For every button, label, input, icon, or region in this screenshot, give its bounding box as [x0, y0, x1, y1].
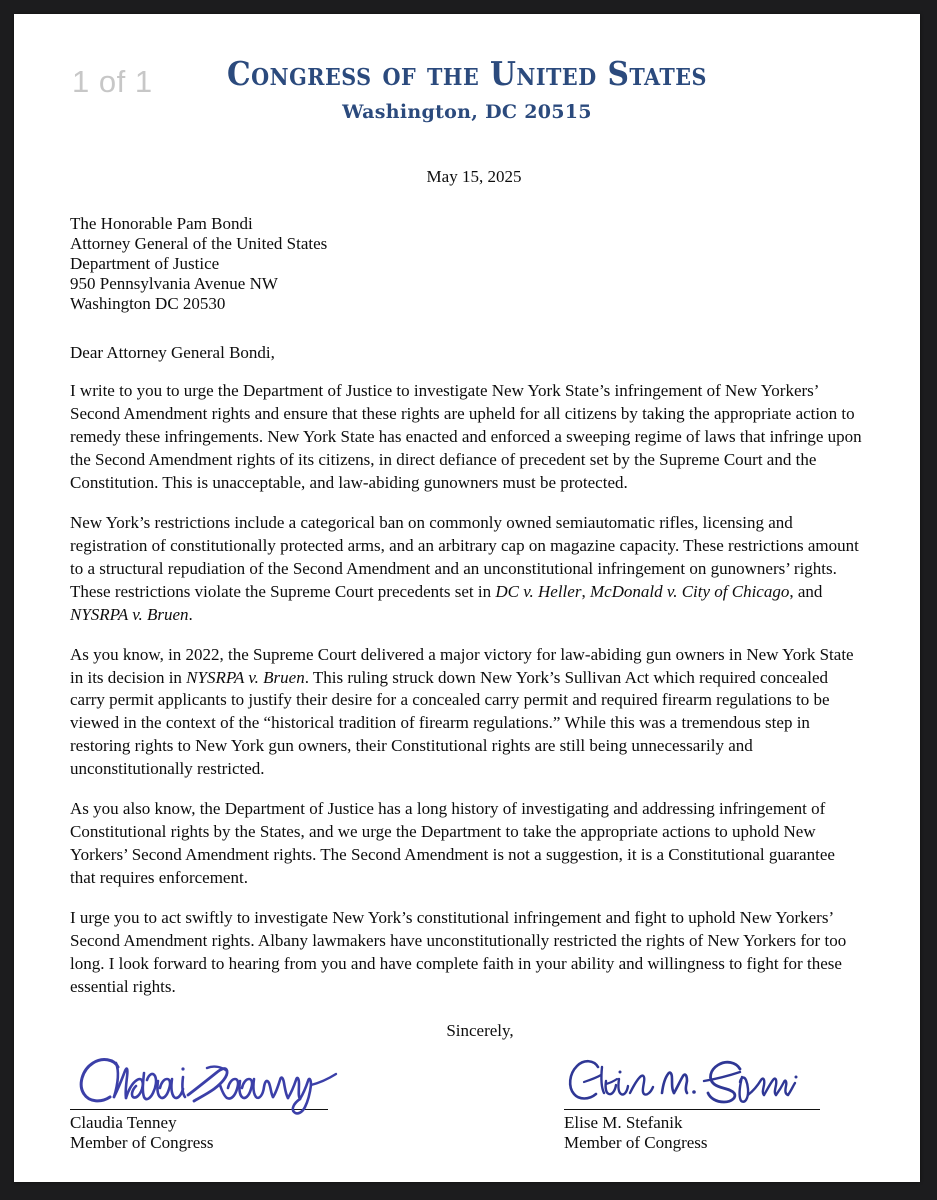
document-page — [14, 14, 920, 1182]
recipient-address-block — [70, 214, 864, 314]
signature-block-tenney — [70, 1055, 400, 1154]
citation-period: . — [188, 604, 193, 624]
salutation: Dear Attorney General Bondi, — [70, 343, 275, 363]
recipient-line: Department of Justice — [70, 254, 220, 274]
page-indicator: 1 of 1 — [72, 64, 153, 99]
letterhead-subtitle: Washington, DC 20515 — [342, 100, 592, 123]
citation-sep-and: , and — [789, 581, 823, 601]
paragraph-4: As you also know, the Department of Justice has a long history of investigating and addressing infringement of Constitutional rights by the States, and we urge the Department to take the appropriate actions to uphold New Yorkers’ Second Amendment rights. The Second Amendment is not a suggestion, it is a Constitutional guarantee that requires enforcement. — [70, 799, 835, 888]
paragraph-2-text: New York’s restrictions include a categorical ban on commonly owned semiautomatic rifles, licensing and registration of constitutionally protected arms, and an arbitrary cap on magazine capacity. These restrictions amount to a structural repudiation of the Second Amendment and an unconstitutional infringement on gunowners’ rights. These restrictions violate the Supreme Court precedents set in — [70, 512, 859, 601]
recipient-line: The Honorable Pam Bondi — [70, 214, 253, 233]
signature-rule-stefanik — [564, 1109, 820, 1110]
signature-ink-stefanik — [564, 1055, 864, 1107]
letterhead-title: Congress of the United States — [227, 54, 707, 93]
paragraph-1: I write to you to urge the Department of Justice to investigate New York State’s infringement of New Yorkers’ Second Amendment rights and ensure that these rights are upheld for all citizens by taking the appropriate action to remedy these infringements. New York State has enacted and enforced a sweeping regime of laws that infringe upon the Second Amendment rights of its citizens, in direct defiance of precedent set by the Supreme Court and the Constitution. This is unacceptable, and law-abiding gunowners must be protected. — [70, 381, 862, 492]
citation-bruen-inline: NYSRPA v. Bruen — [186, 667, 305, 687]
paragraph-3-text: As you know, in 2022, the Supreme Court delivered a major victory for law-abiding gun owners in New York State in its decision in — [70, 644, 854, 687]
recipient-line: 950 Pennsylvania Avenue NW — [70, 274, 278, 294]
letter-body — [70, 154, 864, 1154]
paragraph-3 — [70, 644, 864, 782]
signature-row — [70, 1055, 864, 1154]
recipient-line: Attorney General of the United States — [70, 234, 328, 254]
citation-bruen: NYSRPA v. Bruen — [70, 604, 189, 624]
citation-heller: DC v. Heller — [495, 581, 582, 601]
signatory-title-tenney: Member of Congress — [70, 1133, 214, 1153]
signatory-name-tenney: Claudia Tenney — [70, 1112, 177, 1132]
paragraph-5: I urge you to act swiftly to investigate New York’s constitutional infringement and fight to uphold New Yorkers’ Second Amendment rights. Albany lawmakers have unconstitutionally restricted the rights of New Yorkers for too long. I look forward to hearing from you and have complete faith in your ability and willingness to fight for these essential rights. — [70, 907, 847, 996]
letter-date-text: May 15, 2025 — [426, 167, 522, 186]
paragraph-3-continued: . This ruling struck down New York’s Sullivan Act which required concealed carry permit applicants to justify their desire for a concealed carry permit and required firearm regulations to be viewed in the context of the “historical tradition of firearm regulations.” While this was a tremendous step in restoring rights to New York gun owners, their Constitutional rights are still being unnecessarily and unconstitutionally restricted. — [70, 667, 830, 779]
citation-sep-comma: , — [581, 581, 590, 601]
letter-date — [70, 167, 864, 187]
signatory-name-stefanik: Elise M. Stefanik — [564, 1112, 683, 1132]
signature-block-stefanik — [564, 1055, 864, 1154]
recipient-line: Washington DC 20530 — [70, 294, 226, 314]
paragraph-2 — [70, 512, 864, 627]
closing-salutation: Sincerely, — [446, 1020, 514, 1040]
citation-mcdonald: McDonald v. City of Chicago — [589, 581, 790, 601]
signatory-title-stefanik: Member of Congress — [564, 1133, 708, 1153]
signature-ink-tenney — [70, 1055, 400, 1107]
